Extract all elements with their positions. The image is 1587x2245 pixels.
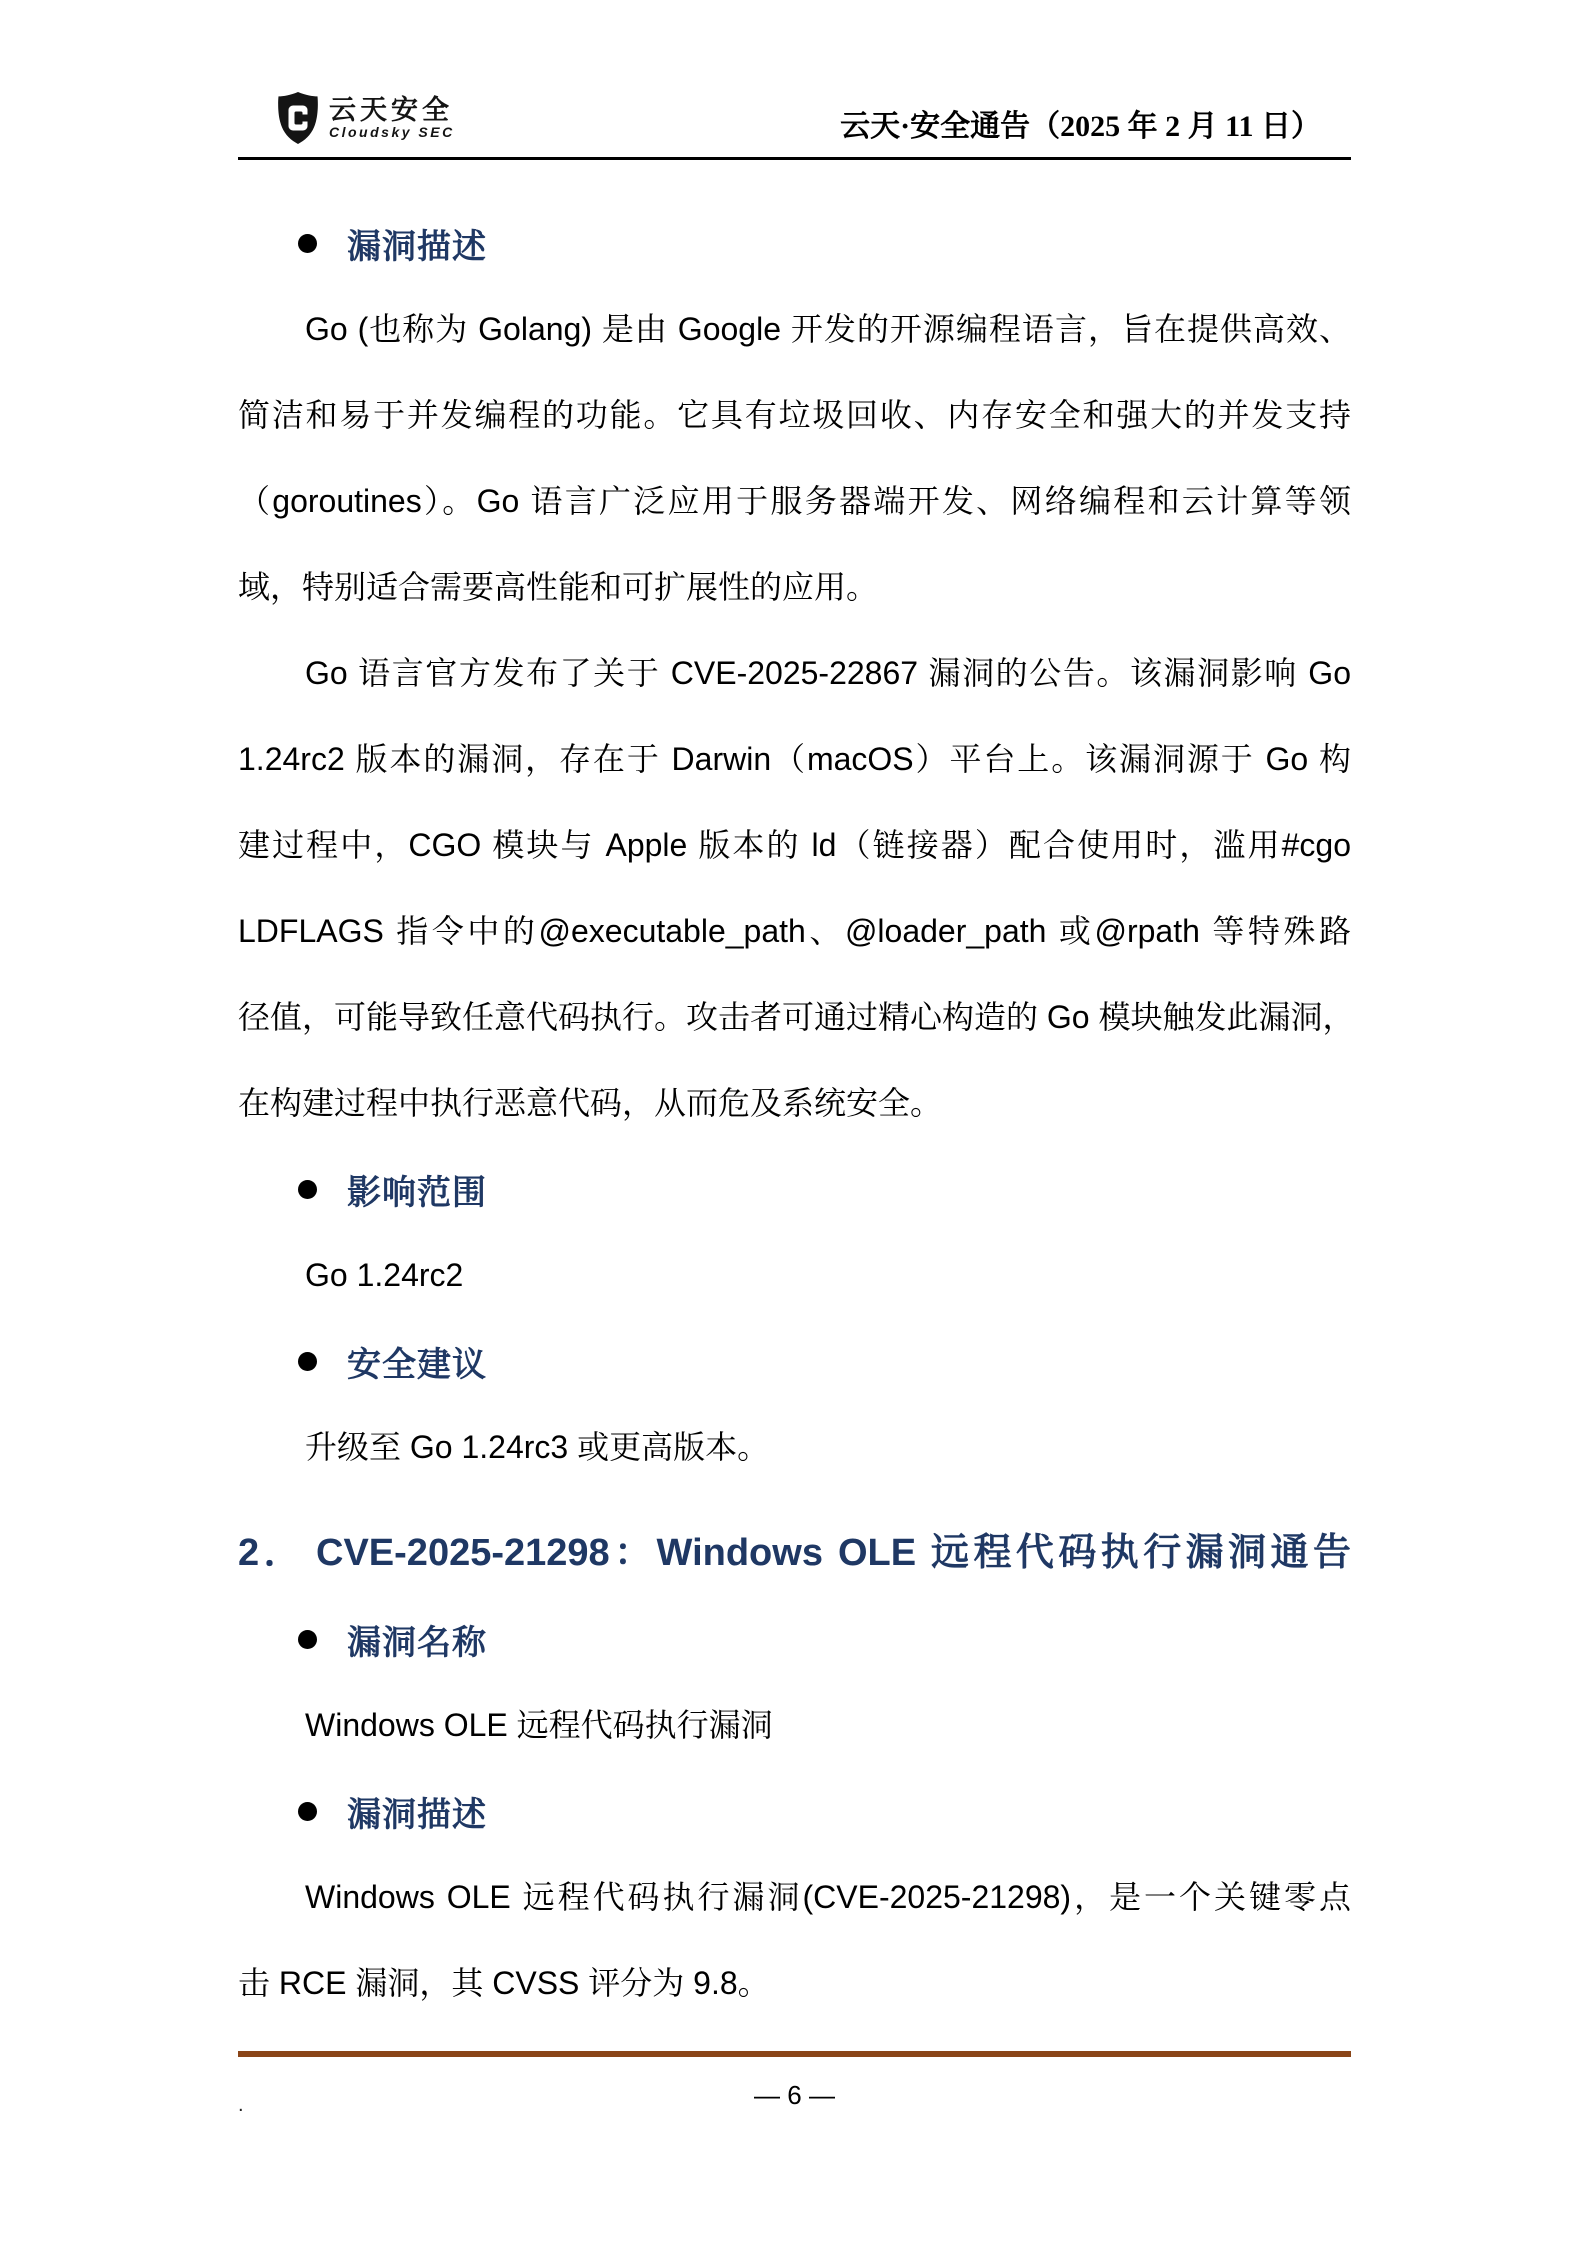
bullet-heading-label: 漏洞描述 — [347, 227, 487, 266]
page-number: — 6 — — [754, 2080, 835, 2110]
paragraph-line: LDFLAGS 指令中的@executable_path、@loader_path 或@rpath 等特殊路 — [238, 913, 1351, 949]
logo-brand-name: 云天安全 — [329, 94, 453, 125]
bullet-icon — [298, 1802, 317, 1821]
paragraph-line: 径值，可能导致任意代码执行。攻击者可通过精心构造的 Go 模块触发此漏洞， — [238, 999, 1355, 1035]
bullet-heading-vuln-description-2 — [238, 1768, 1351, 1854]
bullet-heading-label: 安全建议 — [347, 1345, 487, 1384]
bullet-heading-vuln-name — [238, 1596, 1351, 1682]
paragraph-line: Windows OLE 远程代码执行漏洞(CVE-2025-21298)，是一个关键零点 — [305, 1879, 1351, 1915]
bullet-icon — [298, 1352, 317, 1371]
paragraph-line: 击 RCE 漏洞，其 CVSS 评分为 9.8。 — [238, 1965, 770, 2001]
scope-text: Go 1.24rc2 — [305, 1257, 464, 1293]
section-2-number: 2． — [238, 1532, 307, 1574]
brand-logo — [238, 91, 455, 145]
bullet-heading-label: 漏洞描述 — [347, 1795, 487, 1834]
bullet-heading-vuln-description-1 — [238, 200, 1351, 286]
page-content — [238, 0, 1355, 2116]
paragraph-line: 简洁和易于并发编程的功能。它具有垃圾回收、内存安全和强大的并发支持 — [238, 397, 1351, 433]
bullet-heading-advice — [238, 1318, 1351, 1404]
paragraph-line: 域，特别适合需要高性能和可扩展性的应用。 — [238, 569, 879, 605]
paragraph-line: Go 语言官方发布了关于 CVE-2025-22867 漏洞的公告。该漏洞影响 Go — [305, 655, 1351, 691]
footer-divider — [238, 2051, 1351, 2057]
document-body — [238, 200, 1355, 2026]
paragraph-line: 1.24rc2 版本的漏洞，存在于 Darwin（macOS）平台上。该漏洞源于 Go 构 — [238, 741, 1351, 777]
bullet-heading-label: 漏洞名称 — [347, 1623, 487, 1662]
section-2-title: CVE-2025-21298：Windows OLE 远程代码执行漏洞通告 — [316, 1532, 1351, 1574]
advice-text: 升级至 Go 1.24rc3 或更高版本。 — [305, 1429, 770, 1465]
logo-brand-subtitle: Cloudsky SEC — [329, 124, 455, 141]
logo-text — [329, 96, 455, 140]
paragraph-line: 在构建过程中执行恶意代码，从而危及系统安全。 — [238, 1085, 943, 1121]
section-2-heading — [238, 1510, 1351, 1596]
shield-logo-icon — [276, 91, 320, 145]
paragraph-line: Go (也称为 Golang) 是由 Google 开发的开源编程语言，旨在提供高效、 — [305, 311, 1351, 347]
bullet-icon — [298, 1180, 317, 1199]
footer-left-mark: . — [238, 2094, 244, 2116]
bullet-icon — [298, 1630, 317, 1649]
bullet-heading-scope — [238, 1146, 1351, 1232]
bullet-icon — [298, 234, 317, 253]
header-divider — [238, 157, 1351, 160]
page-header — [238, 0, 1351, 157]
paragraph-line: 建过程中，CGO 模块与 Apple 版本的 ld（链接器）配合使用时，滥用#cgo — [238, 827, 1351, 863]
bullet-heading-label: 影响范围 — [347, 1173, 487, 1212]
vuln-name-text: Windows OLE 远程代码执行漏洞 — [305, 1707, 773, 1743]
paragraph-go-cve-detail — [238, 630, 1355, 1146]
header-title: 云天·安全通告（2025 年 2 月 11 日） — [840, 110, 1321, 143]
paragraph-line: （goroutines）。Go 语言广泛应用于服务器端开发、网络编程和云计算等领 — [238, 483, 1351, 519]
paragraph-go-intro — [238, 286, 1351, 630]
paragraph-ole-desc — [238, 1854, 1351, 2026]
